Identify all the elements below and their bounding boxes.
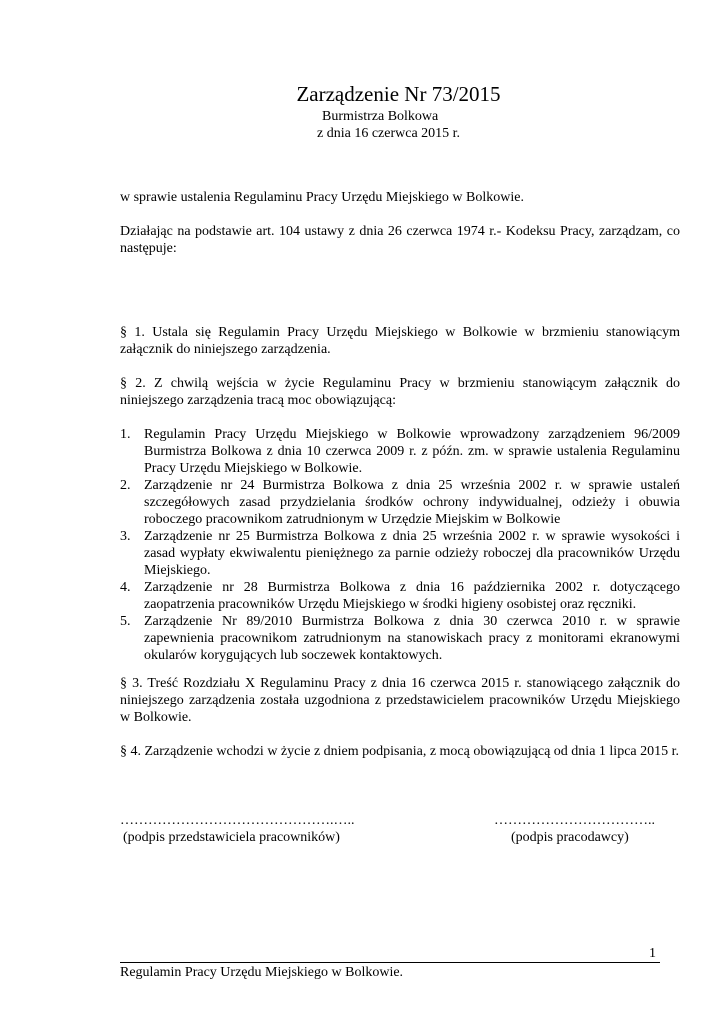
- employee-signature-line: ……………………………………….…..: [120, 813, 355, 828]
- document-date: z dnia 16 czerwca 2015 r.: [317, 126, 461, 141]
- list-item: [120, 426, 680, 477]
- list-item-text: Zarządzenie Nr 89/2010 Burmistrza Bolkowa z dnia 30 czerwca 2010 r. w sprawie zapewnienia pracownikom zatrudnionym na stanowiskach pracy z monitorami ekranowymi okularów korygujących lub soczewek kontaktowych.: [144, 614, 680, 663]
- subject-line: w sprawie ustalenia Regulaminu Pracy Urzędu Miejskiego w Bolkowie.: [120, 190, 524, 205]
- section-4: § 4. Zarządzenie wchodzi w życie z dniem podpisania, z mocą obowiązującą od dnia 1 lipca 2015 r.: [120, 744, 680, 759]
- employer-signature-label: (podpis pracodawcy): [511, 830, 629, 845]
- document-issuer: Burmistrza Bolkowa: [322, 109, 439, 124]
- employer-signature-line: ……………………………..: [494, 813, 655, 828]
- list-item-text: Zarządzenie nr 24 Burmistrza Bolkowa z dnia 25 września 2002 r. w sprawie ustaleń szczegółowych zasad przydzielania środków ochrony indywidualnej, odzieży i obuwia roboczego pracownikom zatrudnionym w Urzędzie Miejskim w Bolkowie: [144, 478, 680, 527]
- employee-signature-label: (podpis przedstawiciela pracowników): [123, 830, 340, 845]
- section-1: § 1. Ustala się Regulamin Pracy Urzędu Miejskiego w Bolkowie w brzmieniu stanowiącym załącznik do niniejszego zarządzenia.: [120, 325, 680, 357]
- list-item-number: 5.: [120, 614, 131, 629]
- list-item: [120, 477, 680, 528]
- preamble: Działając na podstawie art. 104 ustawy z dnia 26 czerwca 1974 r.- Kodeksu Pracy, zarządzam, co następuje:: [120, 224, 680, 256]
- list-item: [120, 579, 680, 613]
- list-item: [120, 528, 680, 579]
- page-number: 1: [649, 946, 656, 961]
- list-item-number: 2.: [120, 478, 131, 493]
- list-item: [120, 613, 680, 664]
- list-item-text: Zarządzenie nr 25 Burmistrza Bolkowa z dnia 25 września 2002 r. w sprawie wysokości i zasad wypłaty ekwiwalentu pieniężnego za parnie odzieży roboczej dla pracowników Urzędu Miejskiego.: [144, 529, 680, 578]
- section-2: § 2. Z chwilą wejścia w życie Regulaminu Pracy w brzmieniu stanowiącym załącznik do niniejszego zarządzenia tracą moc obowiązującą:: [120, 376, 680, 408]
- section-3: § 3. Treść Rozdziału X Regulaminu Pracy z dnia 16 czerwca 2015 r. stanowiącego załącznik do niniejszego zarządzenia została uzgodniona z przedstawicielem pracowników Urzędu Miejskiego w Bolkowie.: [120, 676, 680, 725]
- list-item-number: 3.: [120, 529, 131, 544]
- repealed-list: [120, 426, 680, 664]
- list-item-number: 1.: [120, 427, 131, 442]
- footer-divider: [120, 962, 660, 963]
- list-item-number: 4.: [120, 580, 131, 595]
- document-title: Zarządzenie Nr 73/2015: [296, 82, 501, 106]
- list-item-text: Zarządzenie nr 28 Burmistrza Bolkowa z dnia 16 października 2002 r. dotyczącego zaopatrzenia pracowników Urzędu Miejskiego w środki higieny osobistej oraz ręczniki.: [144, 580, 680, 612]
- footer-text: Regulamin Pracy Urzędu Miejskiego w Bolkowie.: [120, 965, 404, 980]
- list-item-text: Regulamin Pracy Urzędu Miejskiego w Bolkowie wprowadzony zarządzeniem 96/2009 Burmistrza Bolkowa z dnia 10 czerwca 2009 r. z późn. zm. w sprawie ustalenia Regulaminu Pracy Urzędu Miejskiego w Bolkowie.: [144, 427, 680, 476]
